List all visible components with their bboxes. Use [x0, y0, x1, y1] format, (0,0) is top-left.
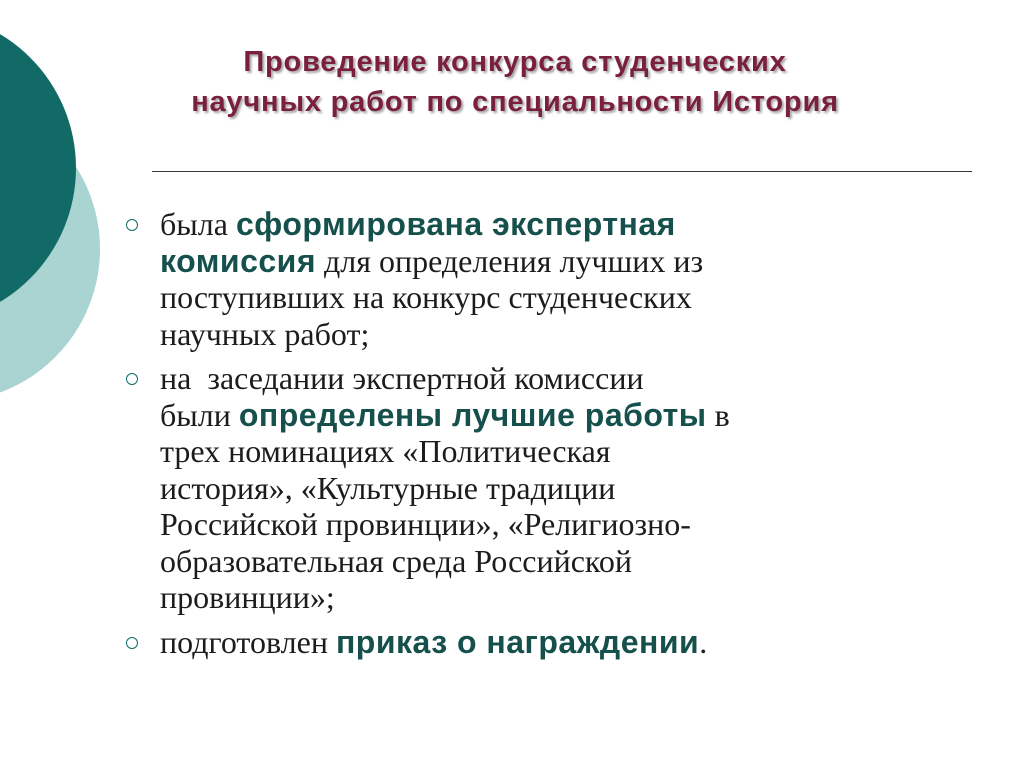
body-text: были [160, 396, 239, 433]
highlighted-text: комиссия [160, 242, 316, 279]
body-text: образовательная среда Российской [160, 542, 632, 579]
highlighted-text: определены лучшие работы [238, 396, 707, 433]
hollow-circle-bullet-icon [126, 373, 138, 385]
bullet-line [160, 279, 922, 316]
bullet-line [160, 506, 922, 543]
bullet-line [160, 543, 922, 580]
highlighted-text: сформирована экспертная [235, 206, 676, 242]
bullet-line [160, 243, 922, 280]
body-text: Российской провинции», «Религиозно- [160, 506, 691, 542]
bullet-item [122, 624, 922, 661]
slide-title [90, 42, 940, 122]
body-text: трех номинациях «Политическая [160, 433, 611, 469]
bullet-item [122, 360, 922, 616]
body-text: история», «Культурные традиции [160, 469, 616, 506]
body-text: поступивших на конкурс студенческих [160, 279, 692, 315]
hollow-circle-bullet-icon [126, 637, 138, 649]
bullet-line [160, 624, 922, 661]
hollow-circle-bullet-icon [126, 219, 138, 231]
bullet-line [160, 579, 922, 616]
slide-title-line-1: Проведение конкурса студенческих [243, 46, 787, 78]
bullet-line [160, 360, 922, 397]
body-text: провинции»; [160, 579, 335, 615]
body-text: для определения лучших из [316, 242, 704, 279]
bullet-line [160, 397, 922, 434]
bullet-line [160, 316, 922, 353]
body-text: была [160, 206, 236, 242]
slide-title-line-2: научных работ по специальности История [191, 86, 839, 118]
title-divider [152, 171, 972, 172]
highlighted-text: приказ о награждении [335, 623, 700, 660]
bullet-line [160, 433, 922, 470]
body-text: . [699, 623, 708, 660]
body-text: подготовлен [160, 623, 336, 660]
bullet-list [122, 206, 922, 668]
body-text: на заседании экспертной комиссии [160, 360, 644, 396]
bullet-line [160, 206, 922, 243]
body-text: научных работ; [160, 315, 370, 352]
bullet-item [122, 206, 922, 352]
bullet-line [160, 470, 922, 507]
body-text: в [706, 396, 730, 433]
